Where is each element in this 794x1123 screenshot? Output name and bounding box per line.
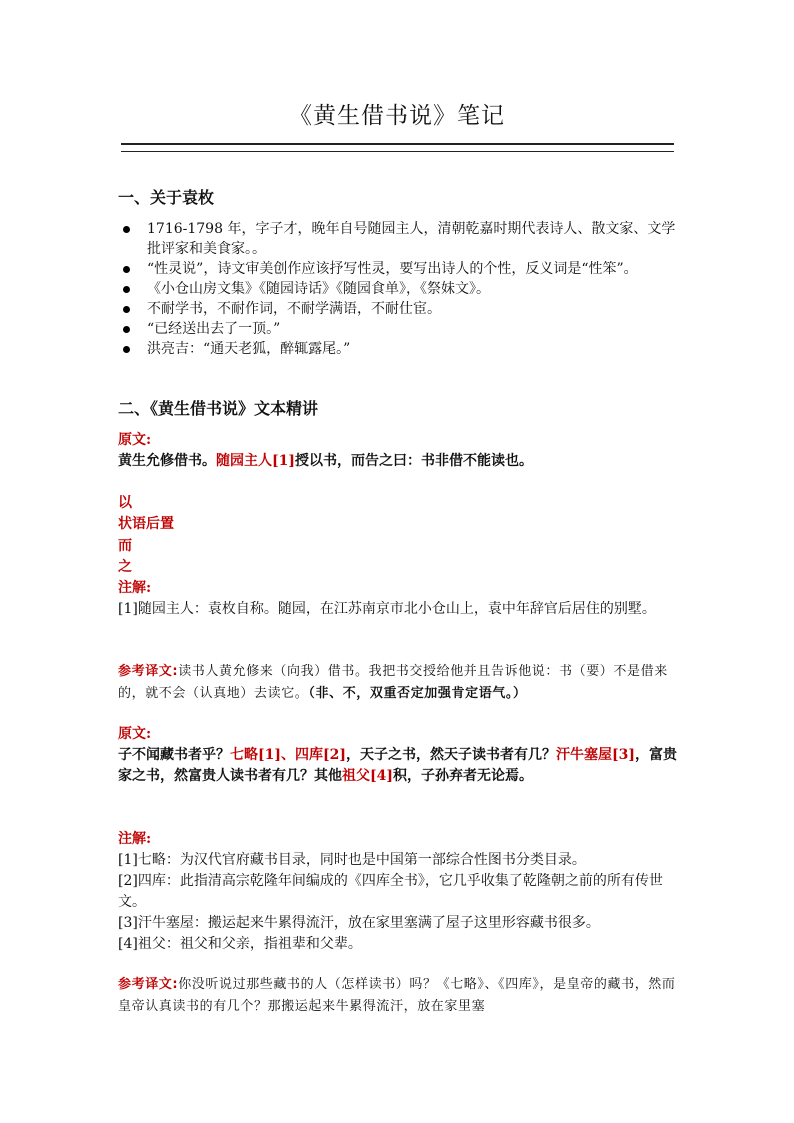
annotation-list <box>118 850 678 955</box>
note-word: 状语后置 <box>118 516 174 532</box>
original-text-label: 原文: <box>118 432 152 448</box>
note-word: 之 <box>118 559 132 575</box>
annotation-item: [1]七略：为汉代官府藏书目录，同时也是中国第一部综合性图书分类目录。 <box>118 852 586 868</box>
bullet-item: “已经送出去了一顶。” <box>120 319 680 339</box>
note-word: 以 <box>118 495 132 511</box>
bullet-item: 《小仓山房文集》《随园诗话》《随园食单》，《祭妹文》。 <box>120 279 680 299</box>
annotation-label: 注解: <box>118 831 152 847</box>
annotation-item: [4]祖父：祖父和父亲，指祖辈和父辈。 <box>118 936 362 952</box>
original-text: 子不闻藏书者乎？七略[1]、四库[2]，天子之书，然天子读书者有几？汗牛塞屋[3]，富贵家之书，然富贵人读书者有几？其他祖父[4]积，子孙弃者无论焉。 <box>118 747 677 784</box>
highlighted-term: 祖父[4] <box>342 768 393 784</box>
bullet-dot-icon <box>123 266 130 273</box>
bullet-item: 洪亮吉：“通天老狐，醉辄露尾。” <box>120 339 680 359</box>
annotation-text: [1]随园主人：袁枚自称。随园，在江苏南京市北小仓山上，袁中年辞官后居住的别墅。 <box>118 601 656 617</box>
bullet-dot-icon <box>123 226 130 233</box>
translation-paragraph: 参考译文:你没听说过那些藏书的人（怎样读书）吗？《七略》、《四库》，是皇帝的藏书，然而皇帝认真读书的有几个？那搬运起来牛累得流汗，放在家里塞 <box>118 977 676 1014</box>
section2-heading: 二、《黄生借书说》文本精讲 <box>118 399 319 418</box>
bullet-dot-icon <box>123 346 130 353</box>
original-text: 黄生允修借书。随园主人[1]授以书，而告之曰：书非借不能读也。 <box>118 453 533 469</box>
bullet-item: 不耐学书，不耐作词，不耐学满语，不耐仕宦。 <box>120 299 680 319</box>
document-title: 《黄生借书说》笔记 <box>289 103 505 129</box>
title-double-rule <box>121 143 674 152</box>
highlighted-term: 汗牛塞屋[3] <box>556 747 635 763</box>
translation-paragraph: 参考译文:读书人黄允修来（向我）借书。我把书交授给他并且告诉他说：书（要）不是借来的，就不会（认真地）去读它。（非、不，双重否定加强肯定语气。） <box>118 664 668 701</box>
annotation-item: [3]汗牛塞屋：搬运起来牛累得流汗，放在家里塞满了屋子这里形容藏书很多。 <box>118 915 600 931</box>
bullet-item: 1716-1798 年，字子才，晚年自号随园主人，清朝乾嘉时期代表诗人、散文家、文学批评家和美食家。。 <box>120 219 680 259</box>
section1-bullet-list <box>120 219 680 359</box>
annotation-label: 注解: <box>118 580 152 596</box>
bullet-item: “性灵说”，诗文审美创作应该抒写性灵，要写出诗人的个性，反义词是“性笨”。 <box>120 259 680 279</box>
section1-heading: 一、关于袁枚 <box>118 188 215 207</box>
highlighted-term: 四库[2] <box>295 747 346 763</box>
annotation-item: [2]四库：此指清高宗乾隆年间编成的《四库全书》，它几乎收集了乾隆朝之前的所有传世文。 <box>118 873 663 910</box>
bullet-dot-icon <box>123 326 130 333</box>
bullet-dot-icon <box>123 306 130 313</box>
original-text-label: 原文: <box>118 726 152 742</box>
highlighted-term: 七略[1] <box>230 747 281 763</box>
highlighted-term: 随园主人[1] <box>216 453 295 469</box>
translation-label: 参考译文: <box>118 977 179 992</box>
translation-label: 参考译文: <box>118 664 179 679</box>
note-word: 而 <box>118 538 132 554</box>
bullet-dot-icon <box>123 286 130 293</box>
